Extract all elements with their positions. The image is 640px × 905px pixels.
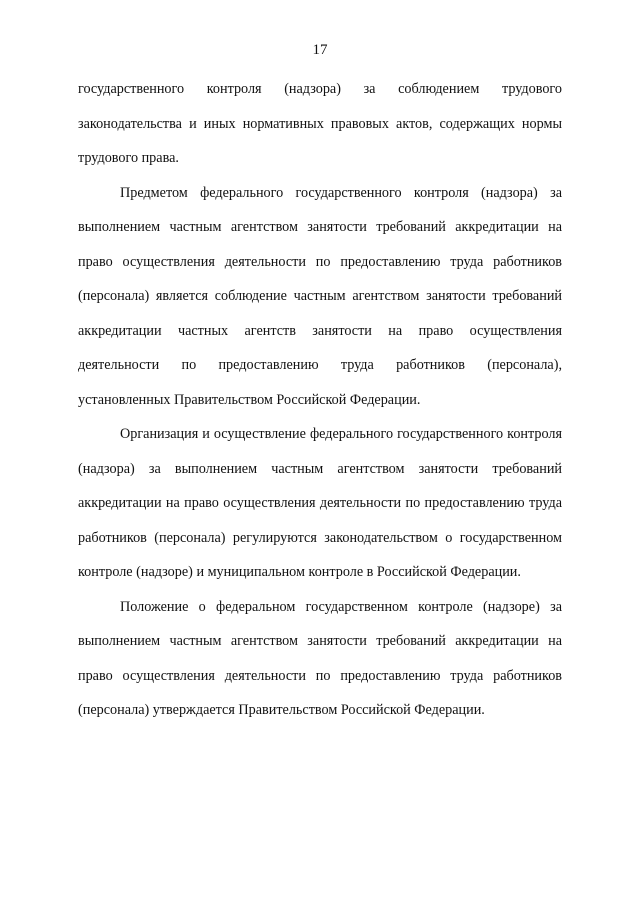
paragraph-3: Организация и осуществление федерального государственного контроля (надзора) за выполнением частным агентством занятости требований аккредитации на право осуществления деятельности по предоставлению труда работников (персонала) регулируются законодательством о государственном контроле (надзоре) и муниципальном контроле в Российской Федерации. bbox=[78, 426, 562, 580]
paragraph-4: Положение о федеральном государственном контроле (надзоре) за выполнением частным агентством занятости требований аккредитации на право осуществления деятельности по предоставлению труда работников (персонала) утверждается Правительством Российской Федерации. bbox=[78, 598, 562, 718]
document-body bbox=[78, 72, 562, 728]
paragraph-1: государственного контроля (надзора) за соблюдением трудового законодательства и иных нормативных правовых актов, содержащих нормы трудового права. bbox=[78, 81, 562, 166]
page-number: 17 bbox=[312, 42, 328, 58]
paragraph-2: Предметом федерального государственного контроля (надзора) за выполнением частным агентством занятости требований аккредитации на право осуществления деятельности по предоставлению труда работников (персонала) является соблюдение частным агентством занятости требований аккредитации частных агентств занятости на право осуществления деятельности по предоставлению труда работников (персонала), установленных Правительством Российской Федерации. bbox=[78, 184, 562, 408]
